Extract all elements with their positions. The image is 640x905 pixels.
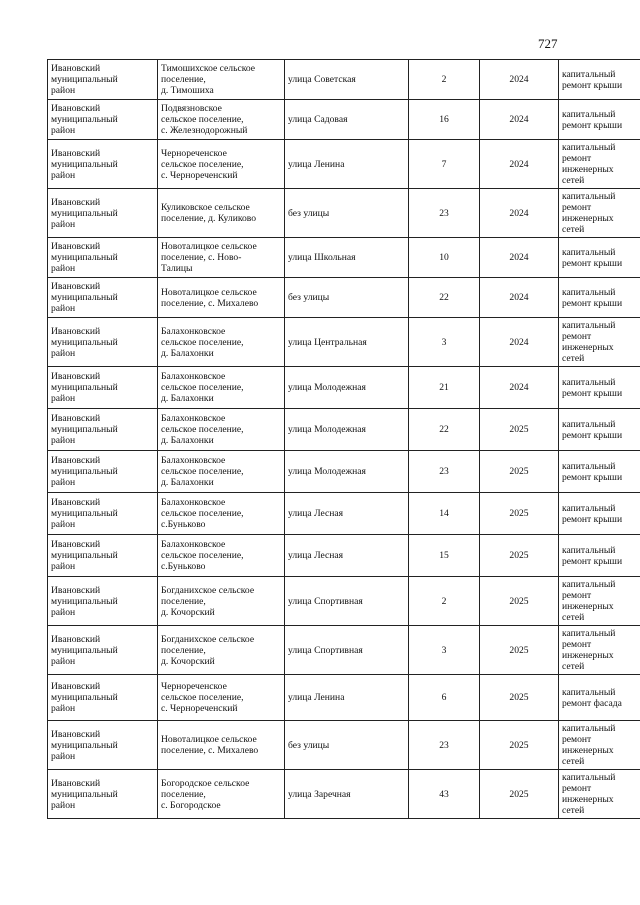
work-type-cell-text: капитальный ремонт инженерных сетей: [562, 772, 616, 816]
work-type-cell: [559, 140, 640, 189]
settlement-cell: [158, 140, 285, 189]
district-cell: [48, 278, 158, 318]
house-number-cell-text: 3: [441, 644, 447, 656]
settlement-cell-text: Новоталицкое сельское поселение, с. Михалево: [161, 286, 259, 309]
year-cell: [480, 238, 559, 278]
house-number-cell: [409, 721, 480, 770]
year-cell-text: 2025: [509, 788, 529, 800]
street-cell: [285, 451, 409, 493]
district-cell: [48, 770, 158, 819]
table-row: [48, 100, 640, 140]
settlement-cell-text: Новоталицкое сельское поселение, с. Михалево: [161, 734, 259, 756]
settlement-cell: [158, 100, 285, 140]
table-row: [48, 60, 640, 100]
house-number-cell-text: 16: [439, 114, 449, 125]
work-type-cell: [559, 100, 640, 140]
settlement-cell-text: Богородское сельское поселение, с. Богородское: [161, 777, 250, 811]
house-number-cell: [409, 451, 480, 493]
settlement-cell-text: Подвязновское сельское поселение, с. Железнодорожный: [161, 103, 248, 136]
street-cell: [285, 278, 409, 318]
street-cell-text: без улицы: [288, 207, 330, 219]
settlement-cell-text: Новоталицкое сельское поселение, с. Ново- Талицы: [161, 241, 257, 274]
table-row: [48, 626, 640, 675]
settlement-cell: [158, 675, 285, 721]
settlement-cell: [158, 626, 285, 675]
year-cell: [480, 675, 559, 721]
district-cell-text: Ивановский муниципальный район: [51, 413, 118, 446]
street-cell: [285, 721, 409, 770]
house-number-cell: [409, 100, 480, 140]
street-cell-text: улица Ленина: [288, 692, 345, 703]
district-cell-text: Ивановский муниципальный район: [51, 728, 118, 762]
work-type-cell-text: капитальный ремонт крыши: [562, 68, 623, 91]
work-type-cell-text: капитальный ремонт крыши: [562, 246, 623, 269]
work-type-cell: [559, 535, 640, 577]
street-cell-text: улица Спортивная: [288, 644, 363, 656]
table-row: [48, 675, 640, 721]
settlement-cell: [158, 493, 285, 535]
work-type-cell: [559, 278, 640, 318]
district-cell: [48, 60, 158, 100]
year-cell-text: 2024: [509, 292, 529, 303]
table-row: [48, 238, 640, 278]
street-cell-text: улица Советская: [288, 74, 356, 85]
work-type-cell: [559, 493, 640, 535]
work-type-cell-text: капитальный ремонт фасада: [562, 686, 622, 709]
work-type-cell-text: капитальный ремонт инженерных сетей: [562, 142, 616, 186]
year-cell-text: 2024: [509, 74, 529, 85]
street-cell-text: улица Молодежная: [288, 424, 366, 435]
year-cell-text: 2025: [509, 692, 529, 703]
district-cell: [48, 189, 158, 238]
year-cell: [480, 367, 559, 409]
settlement-cell-text: Балахонковское сельское поселение, д. Балахонки: [161, 371, 244, 404]
street-cell: [285, 770, 409, 819]
settlement-cell: [158, 60, 285, 100]
house-number-cell-text: 14: [439, 508, 449, 519]
table-row: [48, 189, 640, 238]
street-cell: [285, 140, 409, 189]
house-number-cell: [409, 535, 480, 577]
settlement-cell-text: Балахонковское сельское поселение, с.Буньково: [161, 539, 244, 572]
year-cell-text: 2025: [509, 644, 529, 656]
settlement-cell: [158, 238, 285, 278]
street-cell-text: улица Лесная: [288, 508, 344, 519]
settlement-cell: [158, 535, 285, 577]
house-number-cell: [409, 278, 480, 318]
year-cell: [480, 493, 559, 535]
house-number-cell-text: 2: [441, 74, 447, 85]
year-cell: [480, 189, 559, 238]
year-cell-text: 2025: [509, 424, 529, 435]
year-cell-text: 2024: [509, 252, 529, 263]
street-cell: [285, 626, 409, 675]
work-type-cell-text: капитальный ремонт крыши: [562, 460, 623, 483]
street-cell: [285, 189, 409, 238]
settlement-cell: [158, 318, 285, 367]
work-type-cell: [559, 409, 640, 451]
settlement-cell-text: Богданихское сельское поселение, д. Кочорский: [161, 584, 255, 618]
settlement-cell: [158, 577, 285, 626]
year-cell-text: 2024: [509, 114, 529, 125]
house-number-cell-text: 23: [439, 207, 449, 219]
district-cell-text: Ивановский муниципальный район: [51, 281, 118, 314]
house-number-cell-text: 3: [441, 336, 447, 348]
table-row: [48, 140, 640, 189]
house-number-cell: [409, 140, 480, 189]
house-number-cell-text: 22: [439, 292, 449, 303]
street-cell: [285, 535, 409, 577]
year-cell-text: 2024: [509, 158, 529, 170]
settlement-cell-text: Балахонковское сельское поселение, д. Балахонки: [161, 325, 244, 359]
street-cell-text: улица Ленина: [288, 158, 345, 170]
year-cell: [480, 140, 559, 189]
house-number-cell: [409, 493, 480, 535]
district-cell: [48, 451, 158, 493]
street-cell: [285, 238, 409, 278]
year-cell-text: 2025: [509, 595, 529, 607]
district-cell-text: Ивановский муниципальный район: [51, 777, 118, 811]
settlement-cell-text: Балахонковское сельское поселение, с.Буньково: [161, 497, 244, 530]
settlement-cell: [158, 451, 285, 493]
work-type-cell-text: капитальный ремонт крыши: [562, 286, 623, 309]
house-number-cell: [409, 367, 480, 409]
house-number-cell-text: 2: [441, 595, 447, 607]
work-type-cell-text: капитальный ремонт крыши: [562, 502, 623, 525]
district-cell: [48, 367, 158, 409]
street-cell-text: улица Молодежная: [288, 466, 366, 477]
district-cell-text: Ивановский муниципальный район: [51, 584, 118, 618]
work-type-cell: [559, 318, 640, 367]
house-number-cell-text: 43: [439, 788, 449, 800]
table-row: [48, 278, 640, 318]
district-cell: [48, 140, 158, 189]
table-row: [48, 409, 640, 451]
district-cell-text: Ивановский муниципальный район: [51, 147, 118, 181]
settlement-cell: [158, 409, 285, 451]
settlement-cell-text: Тимошихское сельское поселение, д. Тимошиха: [161, 63, 256, 96]
street-cell: [285, 493, 409, 535]
work-type-cell: [559, 626, 640, 675]
street-cell: [285, 577, 409, 626]
district-cell: [48, 409, 158, 451]
year-cell-text: 2025: [509, 508, 529, 519]
table-row: [48, 493, 640, 535]
house-number-cell: [409, 189, 480, 238]
work-type-cell: [559, 60, 640, 100]
house-number-cell: [409, 60, 480, 100]
year-cell-text: 2024: [509, 382, 529, 393]
house-number-cell-text: 22: [439, 424, 449, 435]
table-body: [48, 60, 640, 819]
house-number-cell-text: 6: [441, 692, 447, 703]
settlement-cell: [158, 189, 285, 238]
street-cell-text: улица Заречная: [288, 788, 351, 800]
house-number-cell-text: 23: [439, 739, 449, 751]
district-cell-text: Ивановский муниципальный район: [51, 455, 118, 488]
settlement-cell: [158, 278, 285, 318]
settlement-cell-text: Чернореченское сельское поселение, с. Чернореченский: [161, 147, 244, 181]
settlement-cell: [158, 770, 285, 819]
year-cell: [480, 770, 559, 819]
house-number-cell: [409, 238, 480, 278]
table-row: [48, 577, 640, 626]
street-cell: [285, 100, 409, 140]
work-type-cell-text: капитальный ремонт крыши: [562, 544, 623, 567]
settlement-cell-text: Чернореченское сельское поселение, с. Чернореченский: [161, 681, 244, 714]
year-cell-text: 2025: [509, 550, 529, 561]
street-cell-text: улица Центральная: [288, 336, 367, 348]
year-cell: [480, 577, 559, 626]
work-type-cell: [559, 770, 640, 819]
district-cell-text: Ивановский муниципальный район: [51, 63, 118, 96]
work-type-cell: [559, 721, 640, 770]
house-number-cell: [409, 409, 480, 451]
work-type-cell: [559, 451, 640, 493]
house-number-cell: [409, 770, 480, 819]
work-type-cell-text: капитальный ремонт крыши: [562, 108, 623, 131]
district-cell-text: Ивановский муниципальный район: [51, 681, 118, 714]
year-cell: [480, 451, 559, 493]
year-cell-text: 2025: [509, 739, 529, 751]
year-cell: [480, 60, 559, 100]
district-cell: [48, 238, 158, 278]
year-cell: [480, 535, 559, 577]
district-cell-text: Ивановский муниципальный район: [51, 103, 118, 136]
work-type-cell: [559, 238, 640, 278]
house-number-cell-text: 15: [439, 550, 449, 561]
work-type-cell: [559, 189, 640, 238]
district-cell-text: Ивановский муниципальный район: [51, 325, 118, 359]
street-cell: [285, 675, 409, 721]
house-number-cell-text: 7: [441, 158, 447, 170]
work-type-cell: [559, 367, 640, 409]
work-type-cell-text: капитальный ремонт крыши: [562, 418, 623, 441]
house-number-cell: [409, 318, 480, 367]
work-type-cell-text: капитальный ремонт крыши: [562, 376, 623, 399]
district-cell: [48, 675, 158, 721]
house-number-cell-text: 21: [439, 382, 449, 393]
year-cell: [480, 721, 559, 770]
work-type-cell-text: капитальный ремонт инженерных сетей: [562, 320, 616, 364]
settlement-cell-text: Куликовское сельское поселение, д. Куликово: [161, 202, 257, 224]
district-cell: [48, 493, 158, 535]
repair-registry-table: [47, 59, 640, 819]
year-cell-text: 2024: [509, 207, 529, 219]
district-cell-text: Ивановский муниципальный район: [51, 539, 118, 572]
table-row: [48, 535, 640, 577]
street-cell: [285, 60, 409, 100]
street-cell-text: без улицы: [288, 292, 330, 303]
district-cell: [48, 100, 158, 140]
street-cell-text: без улицы: [288, 739, 330, 751]
year-cell-text: 2024: [509, 336, 529, 348]
district-cell-text: Ивановский муниципальный район: [51, 633, 118, 667]
house-number-cell: [409, 626, 480, 675]
year-cell-text: 2025: [509, 466, 529, 477]
district-cell-text: Ивановский муниципальный район: [51, 371, 118, 404]
table-row: [48, 318, 640, 367]
street-cell-text: улица Школьная: [288, 252, 356, 263]
district-cell: [48, 577, 158, 626]
street-cell-text: улица Молодежная: [288, 382, 366, 393]
work-type-cell-text: капитальный ремонт инженерных сетей: [562, 191, 616, 235]
table-row: [48, 451, 640, 493]
district-cell: [48, 535, 158, 577]
work-type-cell-text: капитальный ремонт инженерных сетей: [562, 723, 616, 767]
house-number-cell: [409, 675, 480, 721]
year-cell: [480, 318, 559, 367]
house-number-cell: [409, 577, 480, 626]
table-row: [48, 770, 640, 819]
year-cell: [480, 278, 559, 318]
settlement-cell-text: Балахонковское сельское поселение, д. Балахонки: [161, 455, 244, 488]
street-cell-text: улица Спортивная: [288, 595, 363, 607]
year-cell: [480, 626, 559, 675]
settlement-cell: [158, 367, 285, 409]
work-type-cell-text: капитальный ремонт инженерных сетей: [562, 628, 616, 672]
district-cell: [48, 626, 158, 675]
house-number-cell-text: 23: [439, 466, 449, 477]
district-cell-text: Ивановский муниципальный район: [51, 497, 118, 530]
settlement-cell: [158, 721, 285, 770]
street-cell: [285, 318, 409, 367]
district-cell-text: Ивановский муниципальный район: [51, 196, 118, 230]
table-row: [48, 721, 640, 770]
page-number: 727: [538, 36, 558, 51]
district-cell: [48, 721, 158, 770]
work-type-cell-text: капитальный ремонт инженерных сетей: [562, 579, 616, 623]
street-cell-text: улица Лесная: [288, 550, 344, 561]
district-cell: [48, 318, 158, 367]
work-type-cell: [559, 675, 640, 721]
work-type-cell: [559, 577, 640, 626]
table-row: [48, 367, 640, 409]
house-number-cell-text: 10: [439, 252, 449, 263]
street-cell: [285, 367, 409, 409]
settlement-cell-text: Балахонковское сельское поселение, д. Балахонки: [161, 413, 244, 446]
settlement-cell-text: Богданихское сельское поселение, д. Кочорский: [161, 633, 255, 667]
street-cell-text: улица Садовая: [288, 114, 348, 125]
street-cell: [285, 409, 409, 451]
year-cell: [480, 409, 559, 451]
district-cell-text: Ивановский муниципальный район: [51, 241, 118, 274]
year-cell: [480, 100, 559, 140]
